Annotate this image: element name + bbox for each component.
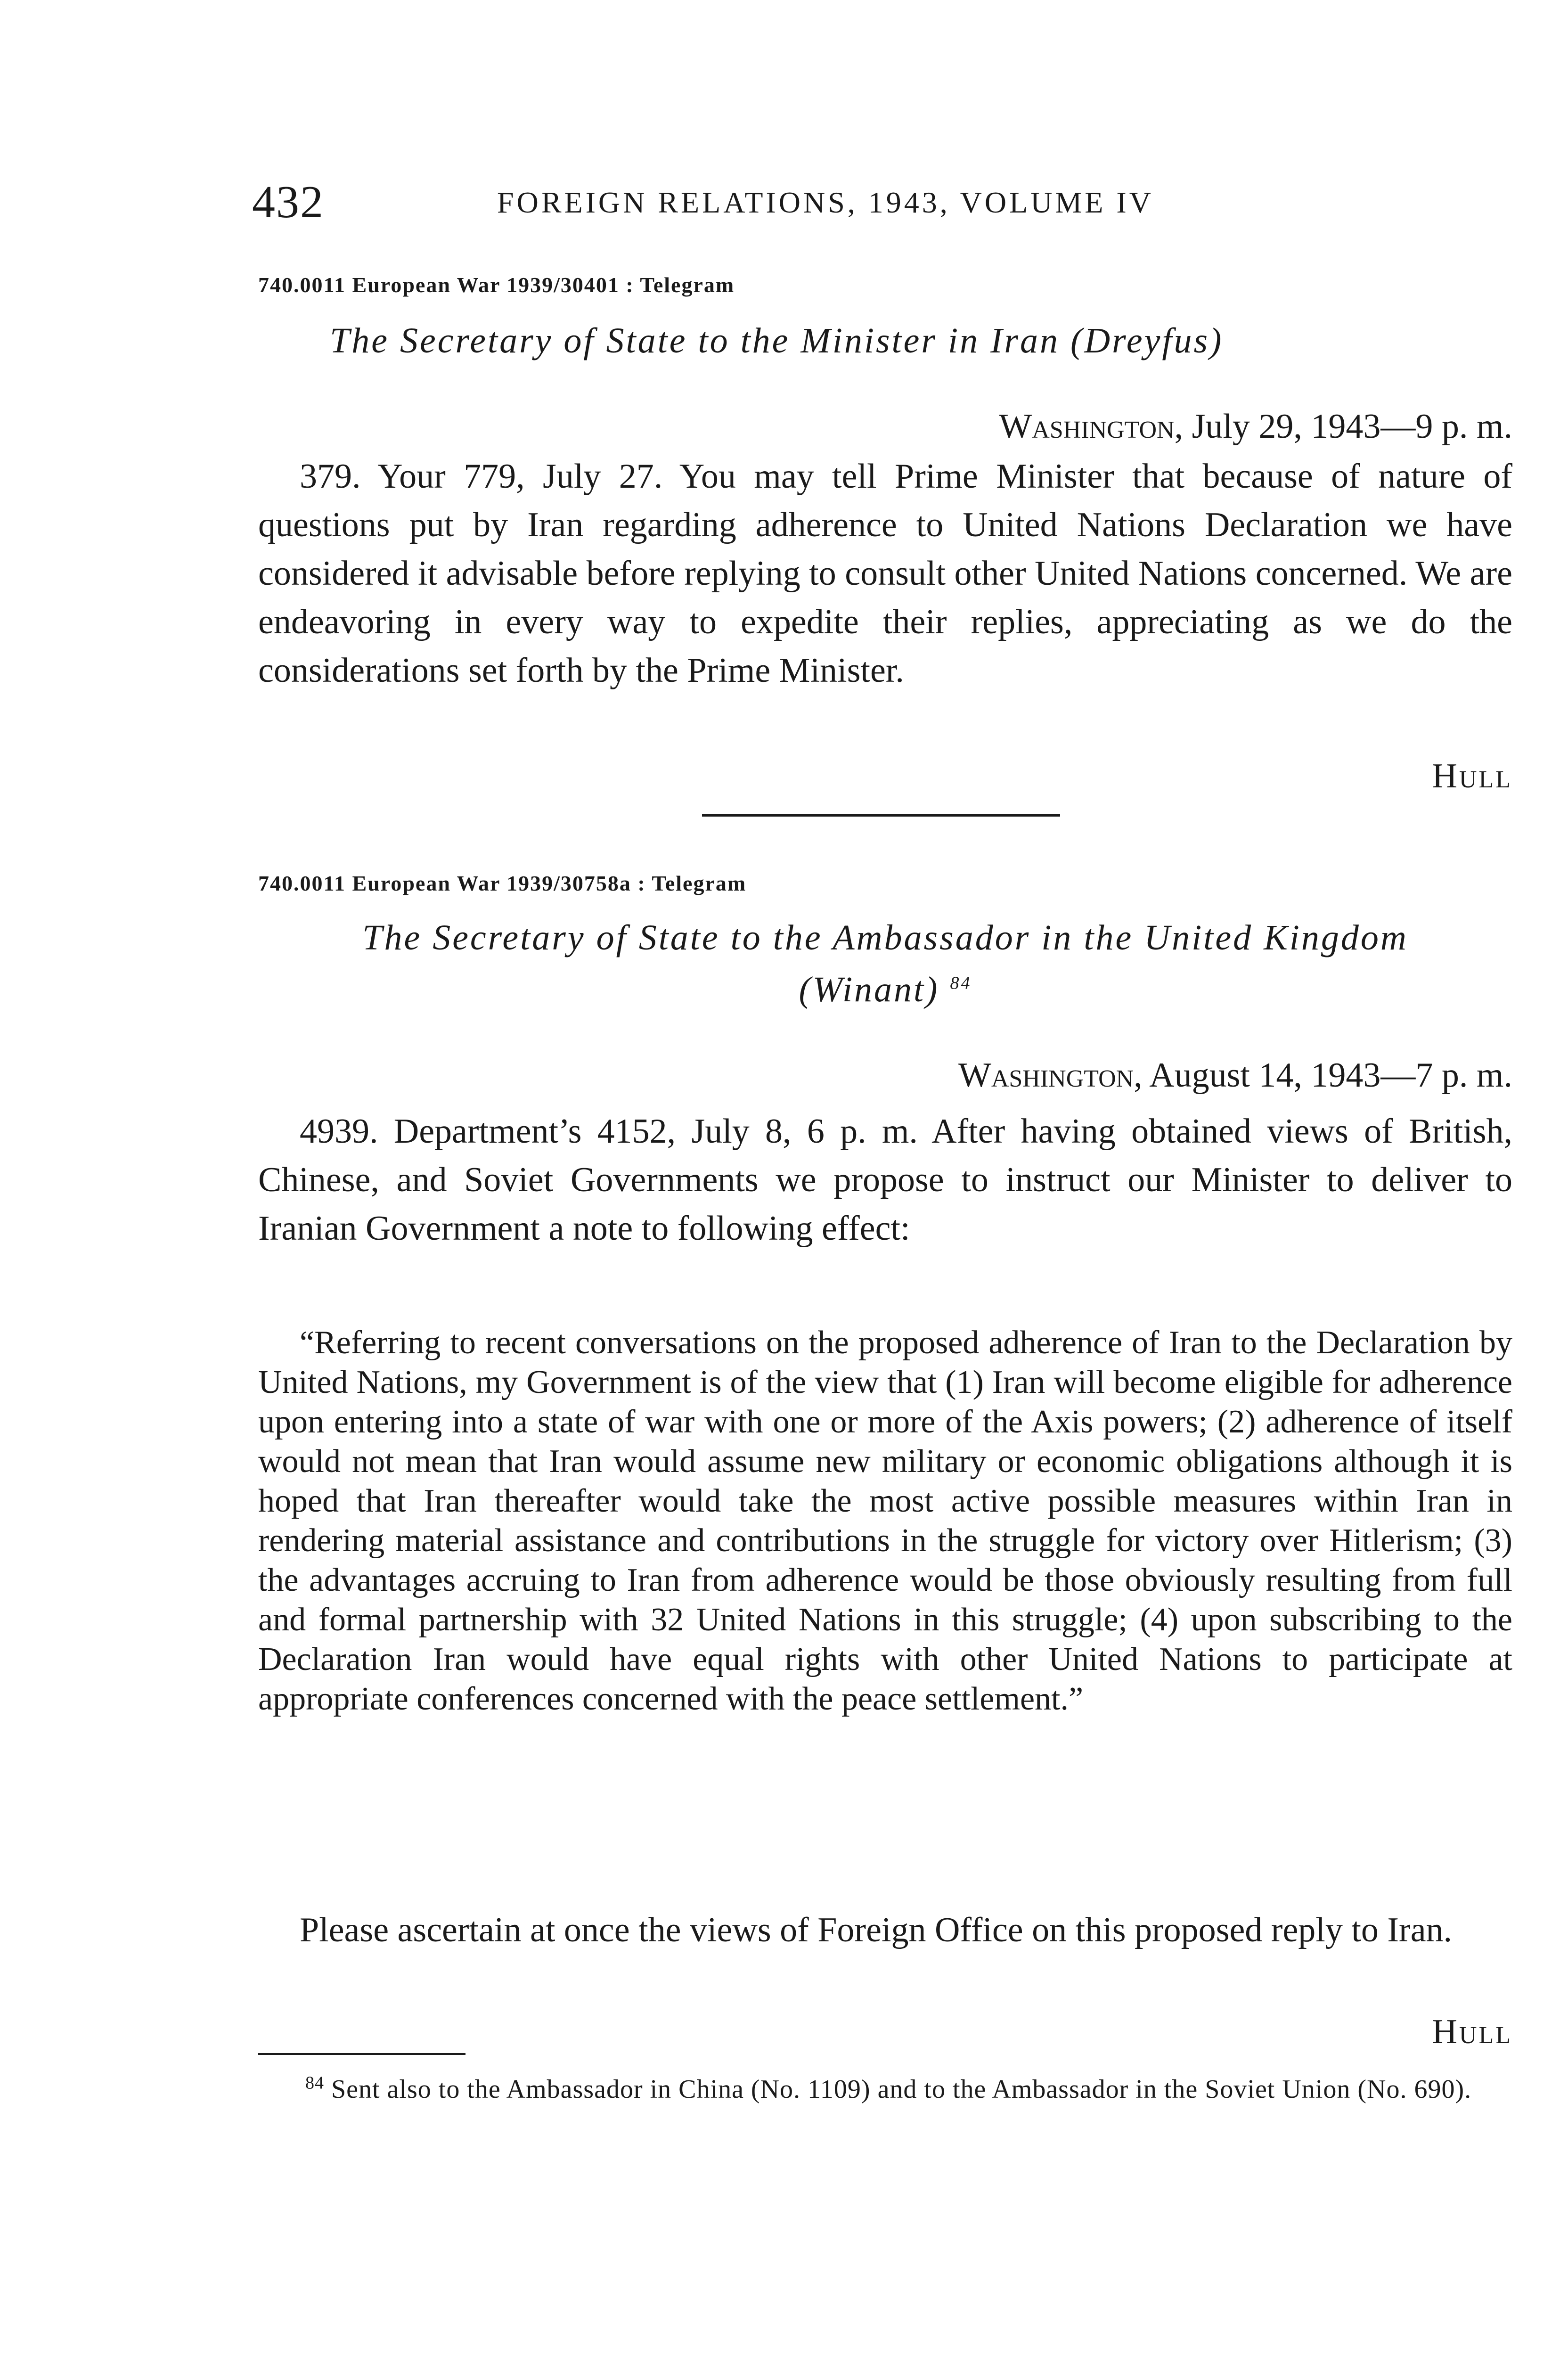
footnote-text: Sent also to the Ambassador in China (No. 1109) and to the Ambassador in the Soviet Union (No. 690).	[331, 2075, 1472, 2104]
doc2-dateline	[258, 1058, 1512, 1093]
footnote-rule	[258, 2053, 466, 2055]
doc2-body: 4939. Department’s 4152, July 8, 6 p. m. After having obtained views of British, Chinese, and Soviet Governments we propose to instruct our Minister to deliver to Iranian Government a note to following effect:	[258, 1112, 1512, 1248]
doc1-dateline-date: July 29, 1943—9 p. m.	[1183, 407, 1512, 446]
doc2-title	[258, 912, 1512, 1015]
doc1-dateline-place: Washington,	[999, 407, 1184, 446]
doc2-quoted-note: “Referring to recent conversations on the proposed adherence of Iran to the Declaration by United Nations, my Government is of the view that (1) Iran will become eligible for adherence upon entering into a state of war with one or more of the Axis powers; (2) adherence of itself would not mean that Iran would assume new military or economic obligations although it is hoped that Iran thereafter would take the most active possible measures within Iran in rendering material assistance and contributions in the struggle for victory over Hitlerism; (3) the advantages accruing to Iran from adherence would be those obviously resulting from full and formal partnership with 32 United Nations in this struggle; (4) upon subscribing to the Declaration Iran would have equal rights with other United Nations to participate at appropriate conferences concerned with the peace settlement.”	[258, 1325, 1512, 1717]
doc2-signature: Hull	[1432, 2012, 1512, 2051]
page-number: 432	[252, 177, 324, 228]
doc2-file-reference: 740.0011 European War 1939/30758a : Telegram	[258, 871, 747, 895]
doc1-title: The Secretary of State to the Minister in Iran (Dreyfus)	[330, 321, 1224, 360]
doc2-dateline-date: August 14, 1943—7 p. m.	[1142, 1056, 1512, 1095]
doc2-title-line1: The Secretary of State to the Ambassador in the United Kingdom	[362, 918, 1408, 957]
doc1-body: 379. Your 779, July 27. You may tell Prime Minister that because of nature of questions put by Iran regarding adherence to United Nations Declaration we have considered it advisable before replying to consult other United Nations concerned. We are endeavoring in every way to expedite their replies, appreciating as we do the considerations set forth by the Prime Minister.	[258, 457, 1512, 690]
doc1-dateline	[258, 409, 1512, 444]
footnote-mark: 84	[305, 2073, 324, 2093]
doc2-title-line2-wrap	[258, 964, 1512, 1015]
page-header	[252, 179, 1515, 236]
doc2-dateline-place: Washington,	[958, 1056, 1143, 1095]
doc2-title-line2: (Winant)	[799, 970, 939, 1009]
doc2-closing: Please ascertain at once the views of Foreign Office on this proposed reply to Iran.	[300, 1911, 1453, 1949]
section-divider	[702, 814, 1060, 817]
footnote	[258, 2071, 1512, 2108]
doc1-file-reference: 740.0011 European War 1939/30401 : Telegram	[258, 273, 735, 297]
running-title: FOREIGN RELATIONS, 1943, VOLUME IV	[497, 186, 1154, 219]
doc2-footnote-mark: 84	[950, 973, 972, 993]
doc1-signature: Hull	[1432, 757, 1512, 795]
